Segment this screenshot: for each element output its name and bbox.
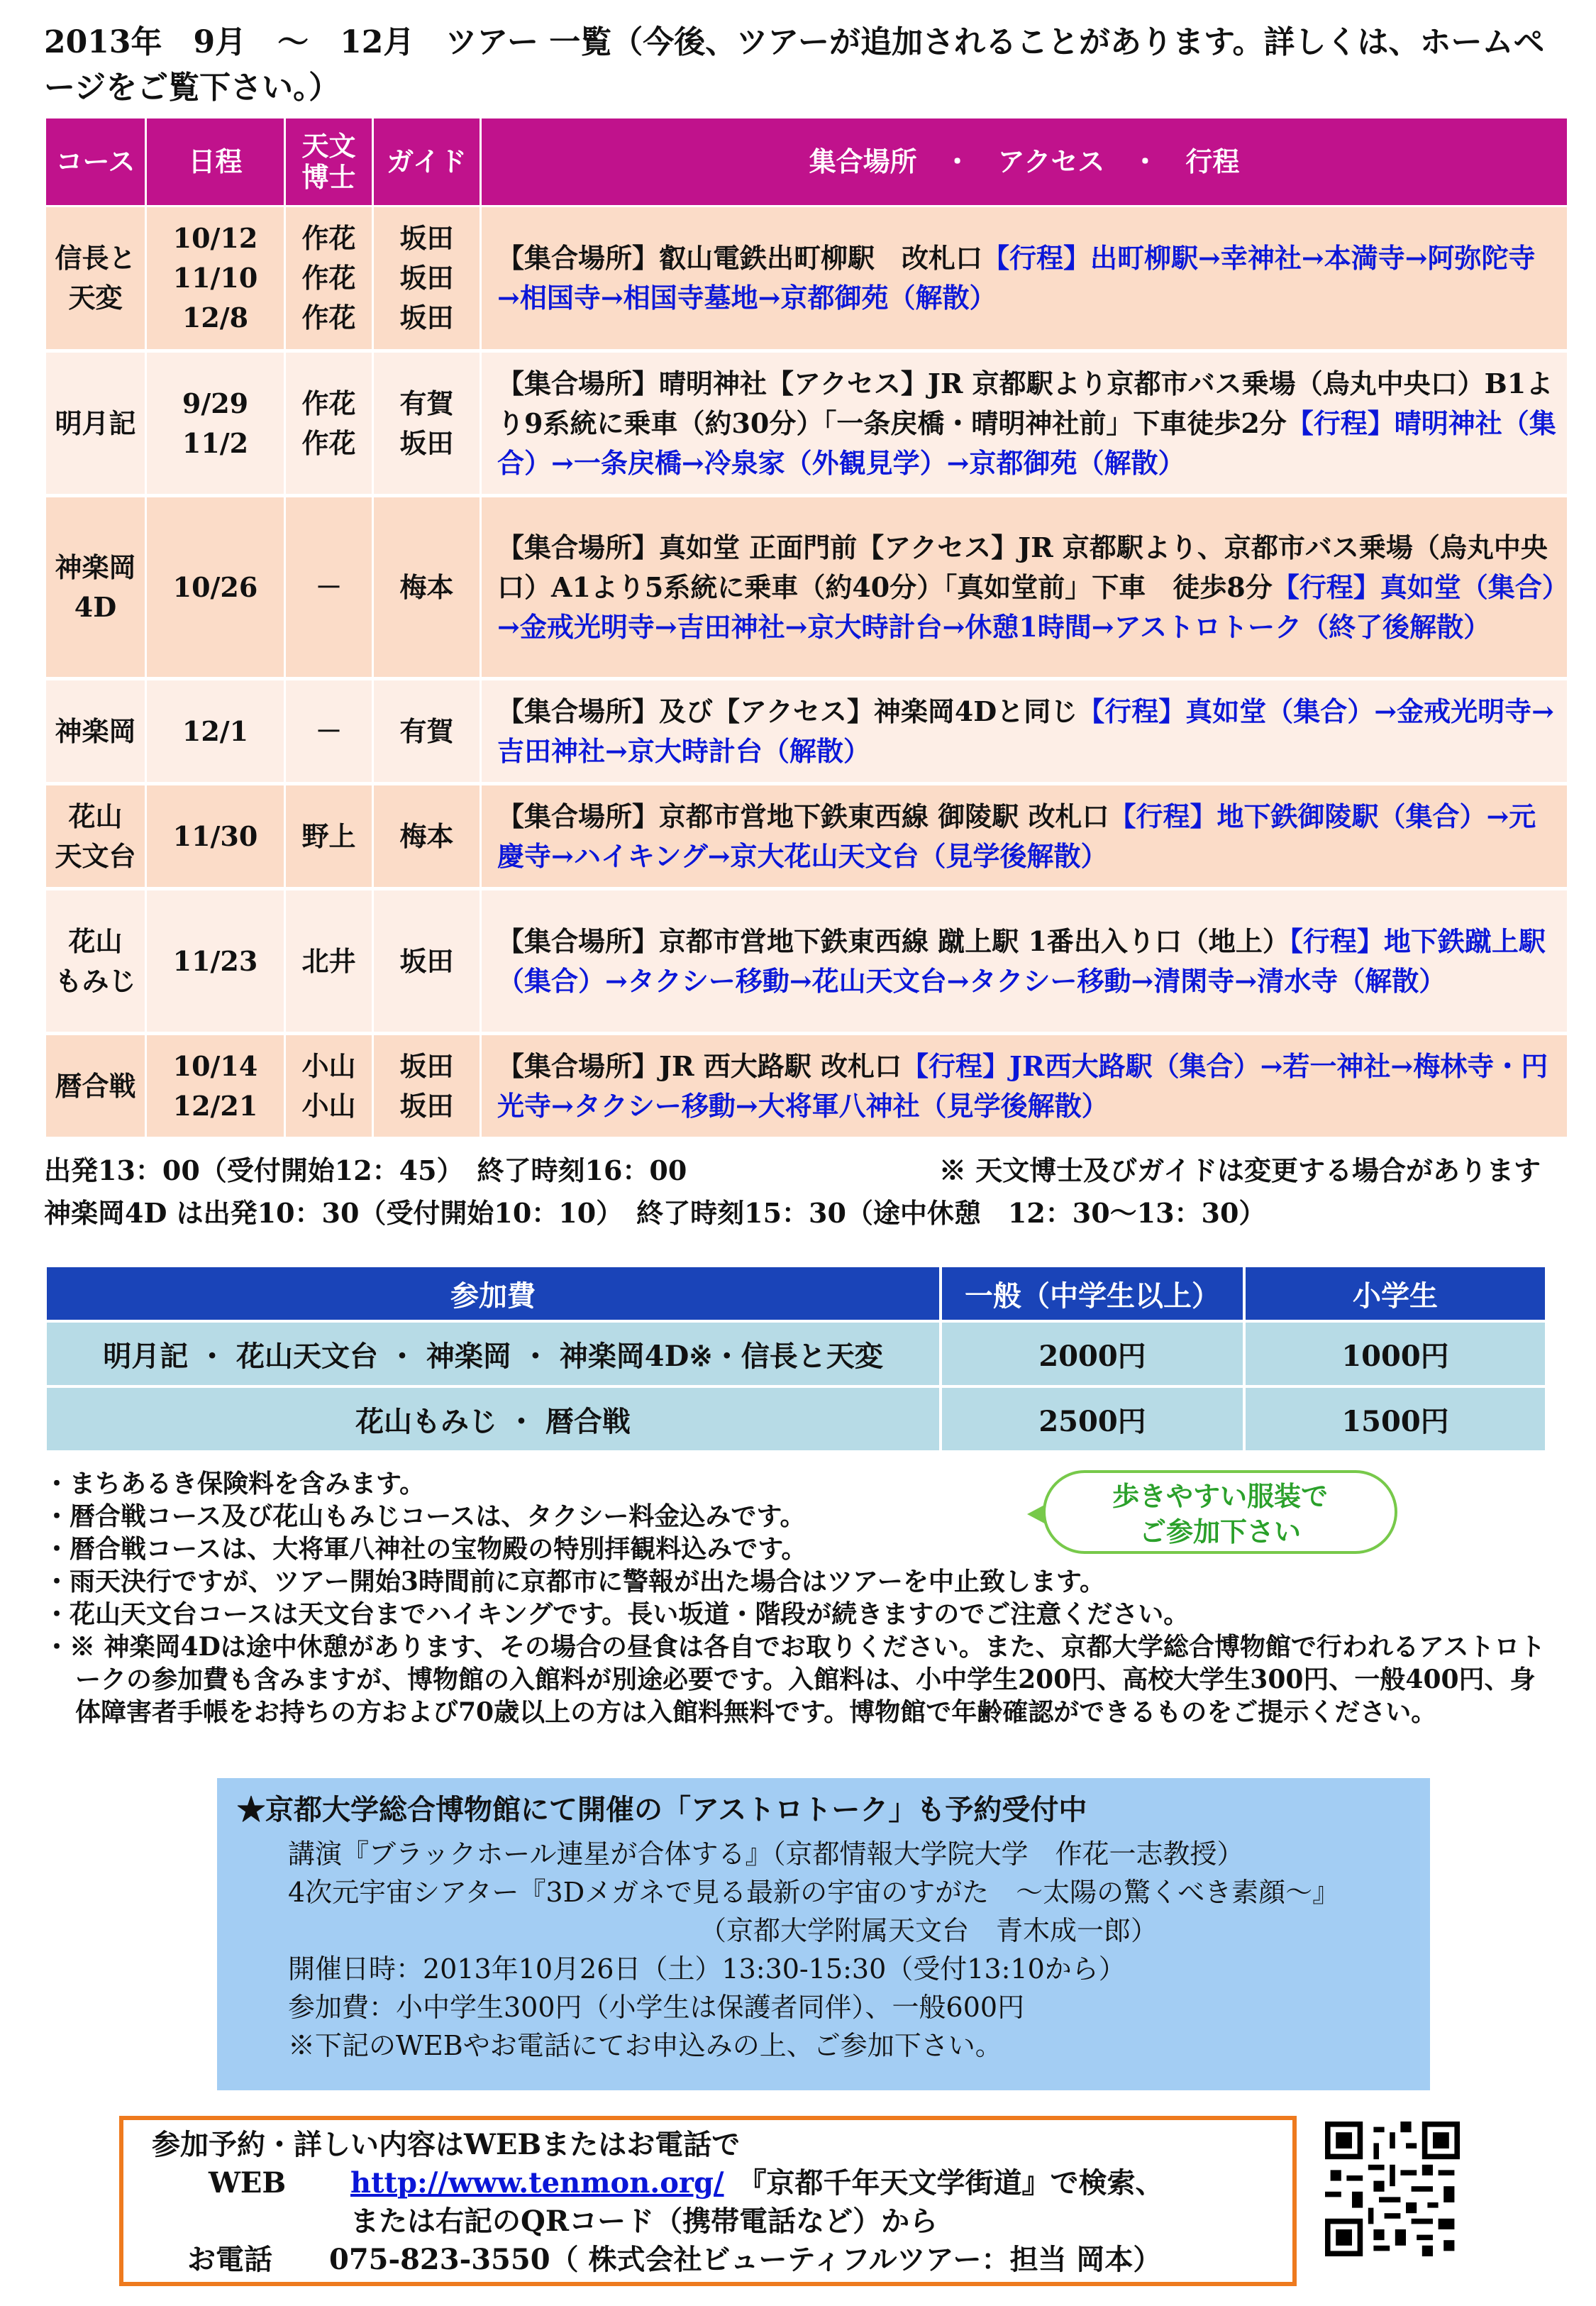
tour-route [481, 206, 1568, 351]
note-item: ・花山天文台コースは天文台までハイキングです。長い坂道・階段が続きますのでご注意ください。 [44, 1599, 1190, 1629]
phone-number: 075-823-3550（ 株式会社ビューティフルツアー：担当 岡本） [329, 2243, 1162, 2276]
course-name: 明月記 [45, 351, 146, 496]
note-item: ・※ 神楽岡4Dは途中休憩があります、その場合の昼食は各自でお取りください。また、京都大学総合博物館で行われるアストロトークの参加費も含みますが、博物館の入館料が別途必要です。入館料は、小中学生200円、高校大学生300円、一般400円、身体障害者手帳をお持ちの方および70歳以上の方は入館料無料です。博物館で年齢確認ができるものをご提示ください。 [44, 1632, 1546, 1727]
note-item: ・暦合戦コースは、大将軍八神社の宝物殿の特別拝観料込みです。 [44, 1534, 807, 1564]
tour-dates: 9/29 11/2 [146, 351, 285, 496]
route-itinerary: 【行程】地下鉄御陵駅（集合）→元慶寺→ハイキング→京大花山天文台（見学後解散） [497, 800, 1536, 872]
contact-title: 参加予約・詳しい内容はWEBまたはお電話で [152, 2128, 741, 2161]
route-meeting: 【集合場所】晴明神社【アクセス】JR 京都駅より京都市バス乗場（烏丸中央口）B1より9系統に乗車（約30分）「一条戻橋・晴明神社前」下車徒歩2分 [497, 367, 1553, 439]
kaguraoka-4d-time: 神楽岡4D は出発10：30（受付開始10：10） 終了時刻15：30（途中休憩 12：30～13：30） [44, 1197, 1266, 1229]
tour-doctor: 作花 作花 作花 [285, 206, 373, 351]
tour-dates: 11/30 [146, 784, 285, 889]
tour-guide: 坂田 坂田 [373, 1034, 481, 1139]
note-item: ・暦合戦コース及び花山もみじコースは、タクシー料金込みです。 [44, 1501, 806, 1531]
tour-table [44, 116, 1569, 1140]
fee-courses: 花山もみじ ・ 暦合戦 [45, 1386, 941, 1452]
fee-row [45, 1386, 1546, 1452]
fee-table [44, 1264, 1548, 1453]
tour-guide: 有賀 坂田 [373, 351, 481, 496]
qr-hint: または右記のQRコード（携帯電話など）から [350, 2205, 938, 2238]
fee-courses: 明月記 ・ 花山天文台 ・ 神楽岡 ・ 神楽岡4D※・信長と天変 [45, 1321, 941, 1386]
contact-web-row [152, 2164, 1264, 2202]
tour-guide: 坂田 坂田 坂田 [373, 206, 481, 351]
route-meeting: 【集合場所】JR 西大路駅 改札口 [497, 1049, 902, 1082]
tour-doctor: 小山 小山 [285, 1034, 373, 1139]
tour-row [45, 1034, 1568, 1139]
route-meeting: 【集合場所】叡山電鉄出町柳駅 改札口 [497, 242, 983, 274]
course-name: 神楽岡 [45, 679, 146, 784]
fee-header-course: 参加費 [45, 1266, 941, 1321]
route-itinerary: 【行程】真如堂（集合）→金戒光明寺→吉田神社→京大時計台（解散） [497, 695, 1554, 767]
tour-dates: 11/23 [146, 889, 285, 1034]
course-name: 暦合戦 [45, 1034, 146, 1139]
tour-guide: 坂田 [373, 889, 481, 1034]
course-name: 神楽岡 4D [45, 496, 146, 679]
fee-row [45, 1321, 1546, 1386]
page-heading: 2013年 9月 ～ 12月 ツアー 一覧（今後、ツアーが追加されることがあります。詳しくは、ホームページをご覧下さい。） [44, 24, 1545, 106]
tour-dates: 10/12 11/10 12/8 [146, 206, 285, 351]
departure-time: 出発13：00（受付開始12：45） 終了時刻16：00 [44, 1154, 687, 1186]
course-name: 花山 もみじ [45, 889, 146, 1034]
tour-route [481, 889, 1568, 1034]
astro-talk-box [217, 1778, 1430, 2090]
fee-child: 1500円 [1244, 1386, 1546, 1452]
header-doctor: 天文 博士 [285, 118, 373, 206]
route-itinerary: 【行程】出町柳駅→幸神社→本満寺→阿弥陀寺→相国寺→相国寺墓地→京都御苑（解散） [497, 242, 1536, 314]
tour-doctor: － [285, 679, 373, 784]
fee-adult: 2500円 [941, 1386, 1244, 1452]
astro-talk-line: 講演『ブラックホール連星が合体する』（京都情報大学院大学 作花一志教授） [288, 1838, 1244, 1870]
tour-row [45, 679, 1568, 784]
bubble-line: 歩きやすい服装で [1112, 1481, 1328, 1512]
search-hint: 『京都千年天文学街道』で検索、 [752, 2166, 1164, 2200]
tour-table-header [45, 118, 1568, 206]
tour-guide: 梅本 [373, 784, 481, 889]
astro-talk-line: 参加費：小中学生300円（小学生は保護者同伴）、一般600円 [288, 1992, 1025, 2023]
tour-doctor: － [285, 496, 373, 679]
phone-label: お電話 [187, 2243, 272, 2276]
tour-dates: 12/1 [146, 679, 285, 784]
qr-code-icon[interactable] [1325, 2122, 1460, 2256]
route-itinerary: 【行程】地下鉄蹴上駅（集合）→タクシー移動→花山天文台→タクシー移動→清閑寺→清水寺（解散） [497, 925, 1546, 997]
header-course: コース [45, 118, 146, 206]
contact-phone-row [152, 2241, 1264, 2279]
tour-doctor: 北井 [285, 889, 373, 1034]
tour-row [45, 351, 1568, 496]
tour-doctor: 野上 [285, 784, 373, 889]
tour-dates: 10/14 12/21 [146, 1034, 285, 1139]
tour-route [481, 784, 1568, 889]
contact-box [119, 2116, 1297, 2286]
header-guide: ガイド [373, 118, 481, 206]
tour-doctor: 作花 作花 [285, 351, 373, 496]
route-meeting: 【集合場所】京都市営地下鉄東西線 御陵駅 改札口 [497, 800, 1109, 832]
time-info [44, 1149, 1569, 1235]
astro-talk-title: ★京都大学総合博物館にて開催の「アストロトーク」も予約受付中 [237, 1793, 1087, 1826]
tour-row [45, 496, 1568, 679]
tour-route [481, 351, 1568, 496]
change-note: ※ 天文博士及びガイドは変更する場合があります [938, 1154, 1541, 1186]
astro-talk-line: 4次元宇宙シアター『3Dメガネで見る最新の宇宙のすがた ～太陽の驚くべき素顔～』 [288, 1877, 1340, 1908]
route-meeting: 【集合場所】及び【アクセス】神楽岡4Dと同じ [497, 695, 1078, 727]
tour-guide: 梅本 [373, 496, 481, 679]
note-item: ・雨天決行ですが、ツアー開始3時間前に京都市に警報が出た場合はツアーを中止致します。 [44, 1567, 1106, 1596]
fee-header-adult: 一般（中学生以上） [941, 1266, 1244, 1321]
tour-route [481, 1034, 1568, 1139]
route-meeting: 【集合場所】真如堂 正面門前【アクセス】JR 京都駅より、京都市バス乗場（烏丸中央口）A1より5系統に乗車（約40分）「真如堂前」下車 徒歩8分 [497, 531, 1548, 603]
header-dates: 日程 [146, 118, 285, 206]
route-itinerary: 【行程】晴明神社（集合）→一条戻橋→冷泉家（外観見学）→京都御苑（解散） [497, 407, 1556, 479]
route-meeting: 【集合場所】京都市営地下鉄東西線 蹴上駅 1番出入り口（地上） [497, 925, 1290, 957]
astro-talk-line: ※下記のWEBやお電話にてお申込みの上、ご参加下さい。 [288, 2030, 1002, 2061]
fee-child: 1000円 [1244, 1321, 1546, 1386]
tour-row [45, 889, 1568, 1034]
tour-route [481, 679, 1568, 784]
speech-bubble [1043, 1470, 1397, 1554]
astro-talk-line: 開催日時：2013年10月26日（土）13:30-15:30（受付13:10から） [288, 1953, 1126, 1985]
course-name: 花山 天文台 [45, 784, 146, 889]
course-name: 信長と 天変 [45, 206, 146, 351]
tour-row [45, 206, 1568, 351]
fee-header [45, 1266, 1546, 1321]
fee-adult: 2000円 [941, 1321, 1244, 1386]
tour-dates: 10/26 [146, 496, 285, 679]
note-item: ・まちあるき保険料を含みます。 [44, 1469, 426, 1499]
route-itinerary: 【行程】JR西大路駅（集合）→若一神社→梅林寺・円光寺→タクシー移動→大将軍八神社（見学後解散） [497, 1049, 1548, 1122]
tour-guide: 有賀 [373, 679, 481, 784]
tour-route [481, 496, 1568, 679]
header-route: 集合場所 ・ アクセス ・ 行程 [481, 118, 1568, 206]
astro-talk-line: （京都大学附属天文台 青木成一郎） [699, 1915, 1158, 1946]
tour-row [45, 784, 1568, 889]
web-label: WEB [209, 2166, 287, 2200]
bubble-line: ご参加下さい [1138, 1516, 1301, 1548]
fee-header-child: 小学生 [1244, 1266, 1546, 1321]
website-link[interactable]: http://www.tenmon.org/ [350, 2166, 724, 2200]
route-itinerary: 【行程】真如堂（集合）→金戒光明寺→吉田神社→京大時計台→休憩1時間→アストロトーク（終了後解散） [497, 570, 1556, 643]
